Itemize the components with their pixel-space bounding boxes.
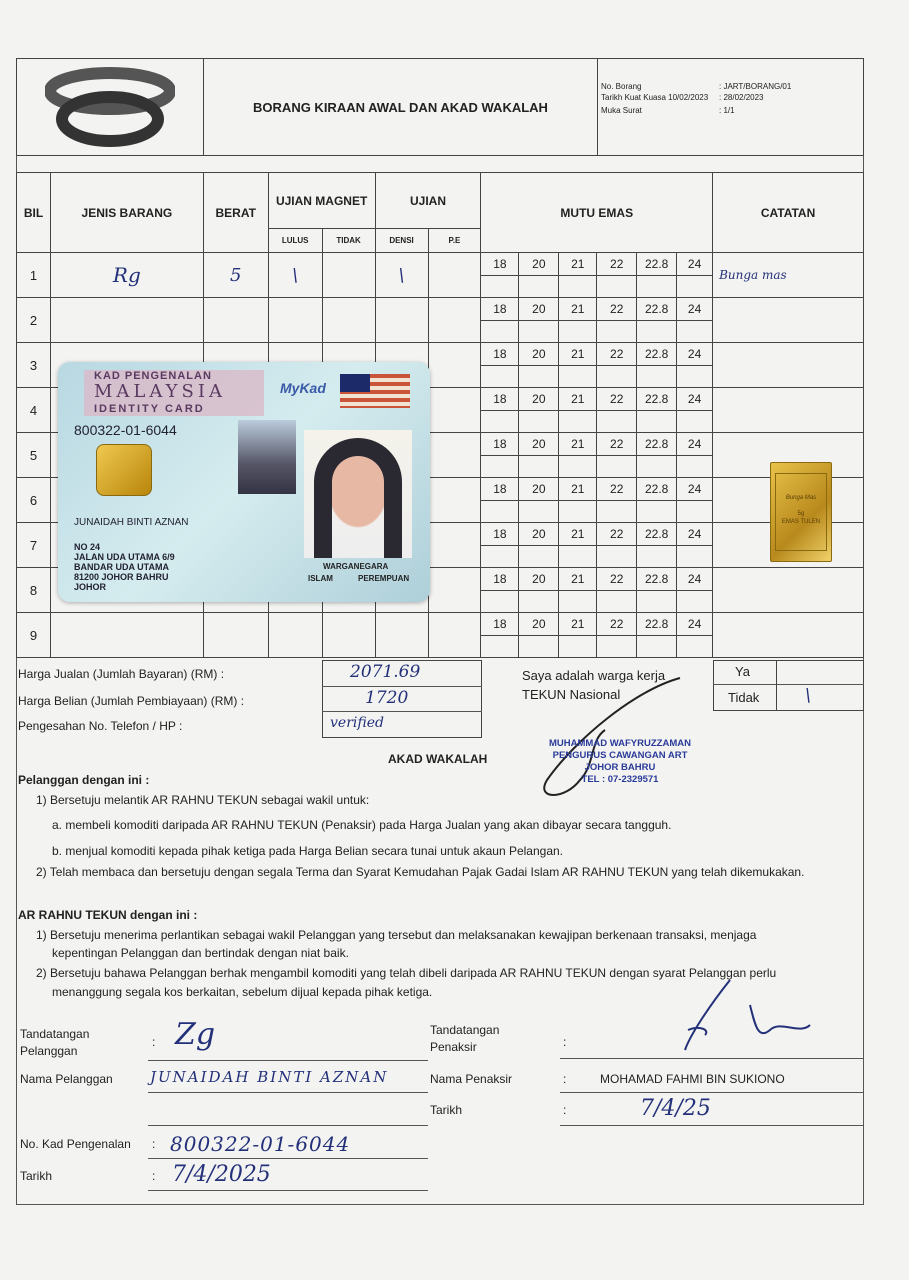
mutu-check[interactable] (597, 411, 637, 433)
cell-berat[interactable] (203, 613, 268, 658)
mykad-photo (304, 430, 412, 558)
cell-lulus[interactable]: \ (268, 253, 322, 298)
mykad-religion: ISLAM (308, 574, 333, 583)
branch-stamp (540, 738, 700, 786)
mutu-grade[interactable]: 22.8 (637, 433, 677, 456)
col-jenis: JENIS BARANG (50, 173, 203, 253)
mutu-check[interactable] (519, 366, 559, 388)
col-densi: DENSI (375, 229, 428, 253)
cell-tidak[interactable] (322, 613, 375, 658)
mutu-grade[interactable]: 20 (519, 478, 559, 501)
col-lulus: LULUS (268, 229, 322, 253)
mutu-grade[interactable]: 24 (677, 298, 713, 321)
mutu-grade[interactable]: 18 (481, 298, 519, 321)
mutu-grade[interactable]: 22.8 (637, 298, 677, 321)
mutu-check[interactable] (677, 411, 713, 433)
address-line: JALAN UDA UTAMA 6/9 (74, 552, 175, 562)
colon: : (152, 1035, 156, 1049)
mutu-grade[interactable]: 22.8 (637, 253, 677, 276)
stamp-line: PENGURUS CAWANGAN ART (552, 750, 688, 761)
cell-densi[interactable] (375, 613, 428, 658)
mutu-check[interactable] (481, 456, 519, 478)
p-item-2: 2) Telah membaca dan bersetuju dengan segala Terma dan Syarat Kemudahan Pajak Gadai Islam AR RAHNU TEKUN yang telah dikemukakan. (36, 865, 805, 879)
mutu-check[interactable] (519, 456, 559, 478)
info-value: : 28/02/2023 (719, 93, 764, 102)
mutu-check[interactable] (597, 456, 637, 478)
a-item-2b: menanggung segala kos berkaitan, sebelum dijual kepada pihak ketiga. (52, 985, 433, 999)
mutu-check[interactable] (559, 591, 597, 613)
col-catatan: CATATAN (713, 173, 864, 253)
mutu-check[interactable] (519, 591, 559, 613)
mutu-grade[interactable]: 22.8 (637, 613, 677, 636)
cell-catatan[interactable] (713, 613, 864, 658)
mutu-check[interactable] (481, 411, 519, 433)
info-row (601, 81, 859, 92)
mutu-grade[interactable]: 20 (519, 433, 559, 456)
info-row (601, 92, 859, 103)
colon: : (563, 1103, 567, 1117)
p-item-1: 1) Bersetuju melantik AR RAHNU TEKUN sebagai wakil untuk: (36, 793, 370, 807)
gold-weight: 5g (797, 511, 805, 517)
cell-pe[interactable] (428, 253, 481, 298)
stamp-line: MUHAMMAD WAFYRUZZAMAN (549, 738, 691, 749)
mutu-grade[interactable]: 21 (559, 253, 597, 276)
mutu-grade[interactable]: 20 (519, 298, 559, 321)
mutu-grade[interactable]: 21 (559, 568, 597, 591)
mutu-grade[interactable]: 18 (481, 253, 519, 276)
cell-pe[interactable] (428, 523, 481, 568)
tarikh-penaksir-value[interactable]: 7/4/25 (640, 1096, 711, 1121)
cell-bil: 4 (17, 388, 51, 433)
warga-tidak-mark[interactable]: \ (805, 685, 812, 706)
table-row (17, 253, 864, 276)
akad-title: AKAD WAKALAH (388, 752, 488, 766)
a-item-1b: kepentingan Pelanggan dan bertindak dengan niat baik. (52, 946, 349, 960)
mutu-check[interactable] (519, 546, 559, 568)
mutu-check[interactable] (559, 276, 597, 298)
mutu-grade[interactable]: 21 (559, 523, 597, 546)
mutu-grade[interactable]: 24 (677, 253, 713, 276)
mutu-grade[interactable]: 22.8 (637, 343, 677, 366)
mutu-grade[interactable]: 24 (677, 433, 713, 456)
chip-icon (96, 444, 152, 496)
mykad-line2: MALAYSIA (94, 381, 226, 402)
tt-penaksir-label: Tandatangan Penaksir (430, 1023, 500, 1054)
cell-densi[interactable]: \ (375, 253, 428, 298)
harga-belian-value[interactable]: 1720 (365, 688, 409, 708)
tarikh-penaksir-label: Tarikh (430, 1103, 463, 1117)
mutu-grade[interactable]: 18 (481, 523, 519, 546)
mutu-grade[interactable]: 22 (597, 343, 637, 366)
mutu-check[interactable] (559, 366, 597, 388)
mutu-check[interactable] (519, 636, 559, 658)
mykad-line3: IDENTITY CARD (94, 403, 205, 415)
form-info (597, 58, 864, 156)
cell-pe[interactable] (428, 568, 481, 613)
mutu-check[interactable] (597, 591, 637, 613)
mykad-brand: MyKad (280, 380, 326, 396)
mutu-check[interactable] (481, 321, 519, 343)
mutu-grade[interactable]: 20 (519, 568, 559, 591)
cell-densi[interactable] (375, 298, 428, 343)
col-bil: BIL (17, 173, 51, 253)
colon: : (563, 1072, 567, 1086)
cell-catatan[interactable] (713, 298, 864, 343)
colon: : (152, 1137, 156, 1151)
info-value: : JART/BORANG/01 (719, 82, 792, 91)
mutu-check[interactable] (597, 636, 637, 658)
ic-value[interactable]: 800322-01-6044 (170, 1132, 351, 1156)
nama-penaksir-label: Nama Penaksir (430, 1072, 513, 1086)
cell-jenis[interactable] (50, 298, 203, 343)
mutu-check[interactable] (597, 501, 637, 523)
cell-berat[interactable] (203, 298, 268, 343)
warga-text2: TEKUN Nasional (522, 687, 621, 702)
malaysia-flag-icon (340, 374, 410, 408)
stamp-line: JOHOR BAHRU (584, 762, 656, 773)
mutu-grade[interactable]: 22.8 (637, 478, 677, 501)
cell-catatan[interactable] (713, 388, 864, 433)
gold-brand: Bunga Mas (785, 495, 817, 501)
cell-bil: 3 (17, 343, 51, 388)
mutu-check[interactable] (677, 321, 713, 343)
mutu-check[interactable] (677, 591, 713, 613)
cell-pe[interactable] (428, 613, 481, 658)
cell-lulus[interactable] (268, 613, 322, 658)
a-item-1: 1) Bersetuju menerima perlantikan sebagai wakil Pelanggan yang tersebut dan melaksanakan kewajipan berkenaan transaksi, menjaga (36, 928, 757, 942)
pelanggan-title: Pelanggan dengan ini : (18, 773, 150, 787)
p-item-1a: a. membeli komoditi daripada AR RAHNU TEKUN (Penaksir) pada Harga Jualan yang akan dibayar secara tangguh. (52, 818, 672, 832)
mutu-grade[interactable]: 20 (519, 253, 559, 276)
mutu-check[interactable] (559, 546, 597, 568)
ic-label: No. Kad Pengenalan (20, 1137, 131, 1151)
mutu-check[interactable] (637, 636, 677, 658)
mutu-check[interactable] (677, 366, 713, 388)
mykad-ic: 800322-01-6044 (74, 422, 177, 438)
customer-signature[interactable]: Zg (175, 1017, 216, 1052)
mykad-citizen: WARGANEGARA (323, 562, 389, 571)
mutu-check[interactable] (677, 546, 713, 568)
address-line: NO 24 (74, 542, 101, 552)
mutu-grade[interactable]: 22 (597, 298, 637, 321)
cell-pe[interactable] (428, 343, 481, 388)
cell-jenis[interactable]: Rg (50, 253, 203, 298)
mutu-grade[interactable]: 21 (559, 298, 597, 321)
mutu-grade[interactable]: 22 (597, 388, 637, 411)
mutu-check[interactable] (559, 321, 597, 343)
cell-lulus[interactable] (268, 298, 322, 343)
penaksir-signature[interactable] (660, 975, 830, 1055)
mutu-grade[interactable]: 22.8 (637, 388, 677, 411)
mutu-grade[interactable]: 18 (481, 388, 519, 411)
table-row (17, 298, 864, 321)
telefon-value[interactable]: verified (330, 715, 384, 731)
col-pe: P.E (428, 229, 481, 253)
cell-bil: 7 (17, 523, 51, 568)
info-row (601, 105, 859, 116)
mutu-grade[interactable]: 22 (597, 433, 637, 456)
mutu-check[interactable] (677, 276, 713, 298)
info-key: Muka Surat (601, 106, 642, 115)
mutu-check[interactable] (559, 501, 597, 523)
harga-belian-label: Harga Belian (Jumlah Pembiayaan) (RM) : (18, 694, 245, 708)
mutu-grade[interactable]: 21 (559, 613, 597, 636)
cell-catatan[interactable] (713, 343, 864, 388)
mutu-grade[interactable]: 21 (559, 343, 597, 366)
mutu-check[interactable] (519, 321, 559, 343)
nama-pelanggan-label: Nama Pelanggan (20, 1072, 113, 1086)
mutu-grade[interactable]: 20 (519, 613, 559, 636)
mutu-grade[interactable]: 20 (519, 388, 559, 411)
mutu-check[interactable] (637, 366, 677, 388)
mutu-grade[interactable]: 20 (519, 343, 559, 366)
nama-pelanggan-value[interactable]: JUNAIDAH BINTI AZNAN (150, 1068, 389, 1086)
cell-bil: 1 (17, 253, 51, 298)
address-line: 81200 JOHOR BAHRU (74, 572, 169, 582)
mutu-grade[interactable]: 24 (677, 343, 713, 366)
tarikh-pelanggan-label: Tarikh (20, 1169, 53, 1183)
cell-pe[interactable] (428, 388, 481, 433)
mykad-image (58, 362, 430, 602)
colon: : (563, 1035, 567, 1049)
cell-bil: 5 (17, 433, 51, 478)
mutu-check[interactable] (481, 366, 519, 388)
mutu-grade[interactable]: 24 (677, 478, 713, 501)
mutu-grade[interactable]: 21 (559, 388, 597, 411)
cell-pe[interactable] (428, 478, 481, 523)
mutu-grade[interactable]: 22 (597, 478, 637, 501)
col-tidak: TIDAK (322, 229, 375, 253)
nama-penaksir-value: MOHAMAD FAHMI BIN SUKIONO (600, 1072, 785, 1086)
harga-jualan-label: Harga Jualan (Jumlah Bayaran) (RM) : (18, 667, 225, 681)
gold-purity: EMAS TULEN (781, 519, 821, 525)
cell-pe[interactable] (428, 298, 481, 343)
ar-rahnu-title: AR RAHNU TEKUN dengan ini : (18, 908, 198, 922)
mutu-grade[interactable]: 18 (481, 433, 519, 456)
cell-pe[interactable] (428, 433, 481, 478)
cell-jenis[interactable] (50, 613, 203, 658)
mutu-check[interactable] (481, 276, 519, 298)
mykad-name: JUNAIDAH BINTI AZNAN (74, 517, 189, 528)
mutu-grade[interactable]: 18 (481, 613, 519, 636)
info-value: : 1/1 (719, 106, 735, 115)
mutu-check[interactable] (637, 321, 677, 343)
warga-ya: Ya (735, 664, 750, 679)
col-berat: BERAT (203, 173, 268, 253)
mutu-grade[interactable]: 20 (519, 523, 559, 546)
p-item-1b: b. menjual komoditi kepada pihak ketiga pada Harga Belian secara tunai untuk akaun Pelangan. (52, 844, 564, 858)
mutu-check[interactable] (597, 321, 637, 343)
mutu-grade[interactable]: 22 (597, 613, 637, 636)
mutu-check[interactable] (637, 456, 677, 478)
logo (16, 58, 204, 156)
warga-tidak: Tidak (728, 690, 760, 705)
mykad-line1: KAD PENGENALAN (94, 370, 212, 382)
tt-pelanggan-label: Tandatangan Pelanggan (20, 1027, 90, 1058)
mutu-grade[interactable]: 22 (597, 523, 637, 546)
col-magnet: UJIAN MAGNET (268, 173, 375, 229)
harga-jualan-value[interactable]: 2071.69 (350, 662, 421, 682)
cell-bil: 8 (17, 568, 51, 613)
mutu-grade[interactable]: 18 (481, 478, 519, 501)
tekun-logo-icon (45, 65, 175, 149)
address-line: BANDAR UDA UTAMA (74, 562, 169, 572)
mutu-check[interactable] (597, 546, 637, 568)
mutu-check[interactable] (519, 411, 559, 433)
stamp-line: TEL : 07-2329571 (581, 774, 659, 785)
cell-bil: 6 (17, 478, 51, 523)
mutu-check[interactable] (677, 456, 713, 478)
cell-catatan[interactable] (713, 568, 864, 613)
mutu-grade[interactable]: 18 (481, 568, 519, 591)
mutu-grade[interactable]: 22.8 (637, 568, 677, 591)
mutu-grade[interactable]: 22 (597, 568, 637, 591)
mutu-check[interactable] (637, 501, 677, 523)
mutu-check[interactable] (519, 276, 559, 298)
cell-tidak[interactable] (322, 298, 375, 343)
gold-bar-image (770, 462, 832, 562)
mutu-grade[interactable]: 22.8 (637, 523, 677, 546)
mutu-grade[interactable]: 24 (677, 523, 713, 546)
mutu-check[interactable] (677, 501, 713, 523)
mutu-check[interactable] (559, 456, 597, 478)
form-title: BORANG KIRAAN AWAL DAN AKAD WAKALAH (203, 58, 598, 156)
mutu-grade[interactable]: 21 (559, 478, 597, 501)
mutu-grade[interactable]: 18 (481, 343, 519, 366)
col-mutu: MUTU EMAS (481, 173, 713, 253)
cell-tidak[interactable] (322, 253, 375, 298)
mutu-check[interactable] (637, 546, 677, 568)
address-line: JOHOR (74, 582, 107, 592)
cell-bil: 9 (17, 613, 51, 658)
mutu-check[interactable] (637, 276, 677, 298)
colon: : (152, 1169, 156, 1183)
mykad-address (74, 542, 175, 592)
cell-berat[interactable]: 5 (203, 253, 268, 298)
mutu-check[interactable] (597, 366, 637, 388)
mutu-grade[interactable]: 21 (559, 433, 597, 456)
mutu-grade[interactable]: 22 (597, 253, 637, 276)
mykad-gender: PEREMPUAN (358, 574, 410, 583)
mutu-check[interactable] (559, 411, 597, 433)
mutu-check[interactable] (481, 501, 519, 523)
mutu-check[interactable] (677, 636, 713, 658)
info-key: No. Borang (601, 82, 642, 91)
mutu-grade[interactable]: 24 (677, 568, 713, 591)
mutu-grade[interactable]: 24 (677, 613, 713, 636)
mutu-check[interactable] (597, 276, 637, 298)
mutu-check[interactable] (637, 411, 677, 433)
mutu-check[interactable] (481, 546, 519, 568)
mutu-check[interactable] (481, 591, 519, 613)
tarikh-pelanggan-value[interactable]: 7/4/2025 (172, 1162, 271, 1187)
info-key: Tarikh Kuat Kuasa 10/02/2023 (601, 93, 709, 102)
mutu-check[interactable] (559, 636, 597, 658)
cell-catatan[interactable]: Bunga mas (713, 253, 864, 298)
mutu-check[interactable] (481, 636, 519, 658)
table-row (17, 613, 864, 636)
mutu-grade[interactable]: 24 (677, 388, 713, 411)
a-item-2: 2) Bersetuju bahawa Pelanggan berhak mengambil komoditi yang telah dibeli daripada AR RAHNU TEKUN dengan syarat Pelanggan perlu (36, 966, 777, 980)
telefon-label: Pengesahan No. Telefon / HP : (18, 719, 183, 733)
mutu-check[interactable] (637, 591, 677, 613)
col-ujian: UJIAN (375, 173, 481, 229)
warga-text1: Saya adalah warga kerja (522, 668, 666, 683)
mykad-small-photo (238, 420, 296, 494)
cell-bil: 2 (17, 298, 51, 343)
mutu-check[interactable] (519, 501, 559, 523)
